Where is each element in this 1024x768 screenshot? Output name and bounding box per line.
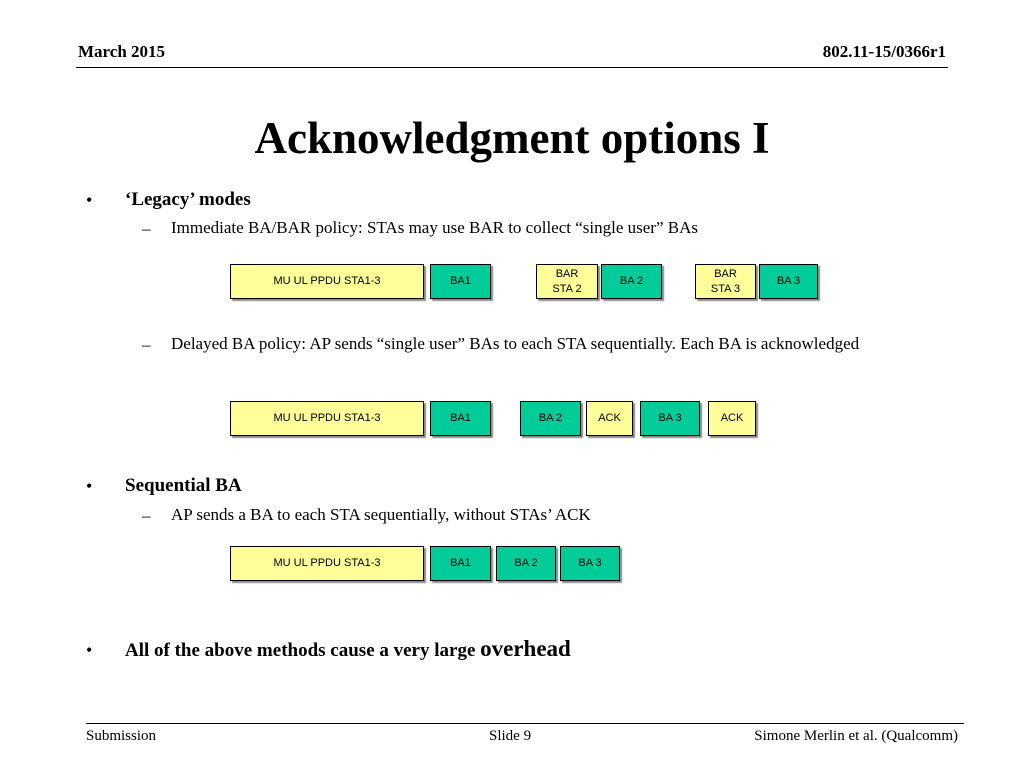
mu-ul-ppdu-box: MU UL PPDU STA1-3 [230, 401, 424, 436]
bullet-marker: • [86, 640, 93, 660]
sub-bullet-marker: – [142, 335, 151, 354]
bar-sta3-line1: BAR [714, 267, 737, 280]
ba3-box: BA 3 [759, 264, 818, 299]
bar-sta3-box [695, 264, 756, 299]
bar-sta2-box [536, 264, 598, 299]
header-divider [76, 67, 948, 68]
bullet-marker: • [86, 190, 93, 210]
bullet-text-emphasis: overhead [480, 636, 571, 661]
bullet-text-part1: All of the above methods cause a very large [125, 640, 481, 661]
bullet-marker: • [86, 476, 93, 496]
bullet-text: ‘Legacy’ modes [125, 189, 251, 210]
header-doc-id: 802.11-15/0366r1 [822, 42, 946, 61]
slide-title: Acknowledgment options I [254, 113, 770, 163]
ba1-box: BA1 [430, 264, 491, 299]
ack-box: ACK [586, 401, 633, 436]
ba3-box: BA 3 [560, 546, 620, 581]
footer-slide-number: Slide 9 [489, 728, 532, 744]
mu-ul-ppdu-box: MU UL PPDU STA1-3 [230, 546, 424, 581]
sub-bullet-marker: – [142, 506, 151, 525]
ba1-box: BA1 [430, 401, 491, 436]
sub-bullet-delayed-ba: Delayed BA policy: AP sends “single user” BAs to each STA sequentially. Each BA is acknowledged [171, 334, 860, 353]
ba2-box: BA 2 [601, 264, 662, 299]
ba2-box: BA 2 [520, 401, 581, 436]
ba2-box: BA 2 [496, 546, 556, 581]
bar-sta3-line2: STA 3 [710, 282, 741, 295]
ba3-box: BA 3 [640, 401, 700, 436]
sub-bullet-sequential: AP sends a BA to each STA sequentially, without STAs’ ACK [171, 505, 591, 524]
bullet-text: Sequential BA [125, 475, 242, 496]
footer-submission: Submission [86, 728, 157, 744]
sub-bullet-marker: – [142, 219, 151, 238]
bar-sta2-line2: STA 2 [552, 282, 582, 295]
header-date: March 2015 [78, 42, 166, 61]
mu-ul-ppdu-box: MU UL PPDU STA1-3 [230, 264, 424, 299]
ack-box: ACK [708, 401, 756, 436]
footer-author: Simone Merlin et al. (Qualcomm) [754, 728, 958, 744]
bullet-text-overhead [125, 636, 571, 662]
sub-bullet-immediate-ba: Immediate BA/BAR policy: STAs may use BAR to collect “single user” BAs [171, 218, 698, 237]
bar-sta2-line1: BAR [555, 267, 579, 280]
footer-divider [86, 723, 964, 724]
ba1-box: BA1 [430, 546, 491, 581]
